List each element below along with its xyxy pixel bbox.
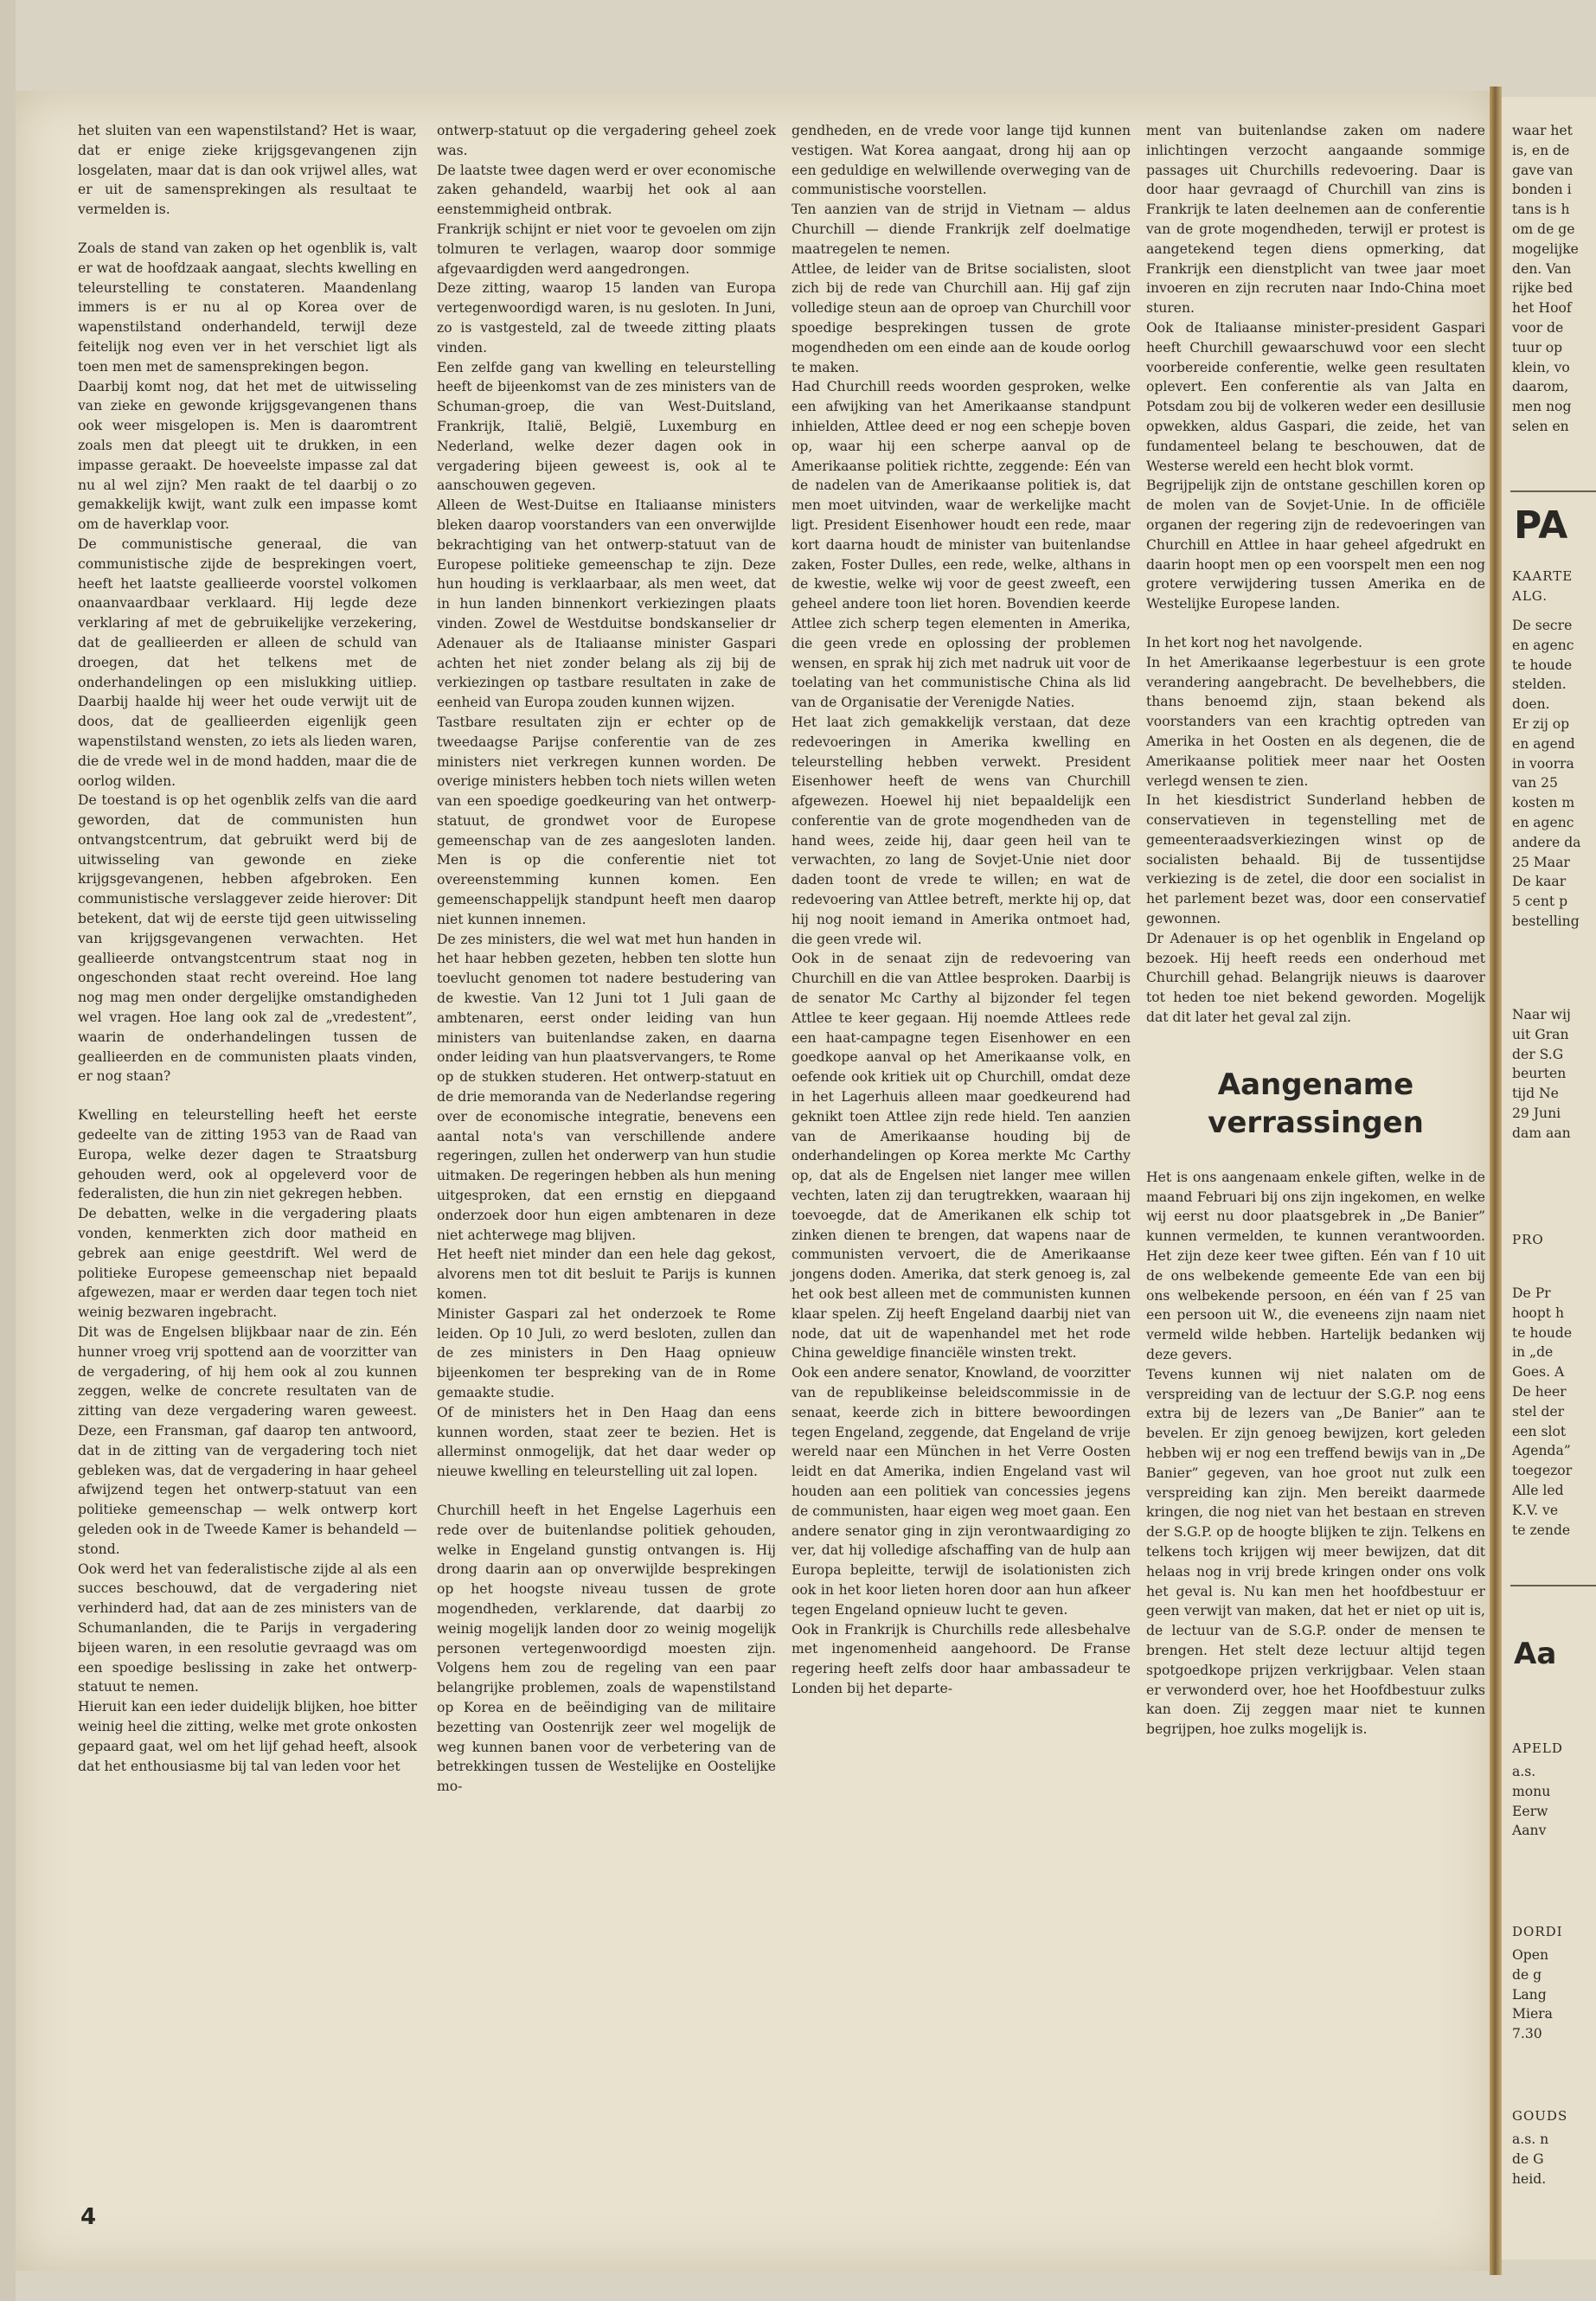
fragment-line: om de ge (1512, 221, 1575, 237)
fragment-line: kosten m (1512, 795, 1575, 811)
fragment-line: te houde (1512, 1324, 1573, 1341)
fragment-line: stel der (1512, 1403, 1565, 1420)
fragment-line: en agend (1512, 735, 1575, 752)
article-column-4 (1146, 121, 1485, 1740)
page-number: 4 (80, 2204, 97, 2230)
fragment-line: stelden. (1512, 676, 1567, 693)
fragment-line: mogelijke (1512, 240, 1579, 257)
caps-fragment: DORDI (1512, 1924, 1563, 1939)
paragraph: Ook werd het van federalistische zijde al als een succes beschouwd, dat de vergadering niet verhinderd had, dat aan de zes ministers van de Schumanlanden, die te Parijs in vergadering bijeen waren, in een resolutie gevraagd was om een spoedige beslissing in zake het ontwerp-statuut te nemen. (78, 1561, 417, 1695)
paragraph: Het heeft niet minder dan een hele dag gekost, alvorens men tot dit besluit te Parijs is kunnen komen. (437, 1247, 776, 1303)
paragraph: Had Churchill reeds woorden gesproken, welke een afwijking van het Amerikaanse standpunt inhielden, Attlee deed er nog een schepje boven op, waar hij een scherpe aanval op de Amerikaanse politiek richtte, zeggende: Eén van de nadelen van de Amerikaanse politiek is, dat men moet uitvinden, waar de werkelijke macht ligt. President Eisenhower houdt een rede, maar kort daarna houdt de minister van buitenlandse zaken, Foster Dulles, een rede, welke, althans in de kwestie, welke wij voor de geest zweeft, een geheel andere toon liet horen. Bovendien keerde Attlee zich scherp tegen elementen in Amerika, die geen vrede en oplossing der problemen wensen, en sprak hij zich met nadruk uit voor de toelating van het communistische China als lid van de Organisatie der Verenigde Naties. (792, 379, 1131, 711)
fragment-line: Goes. A (1512, 1364, 1565, 1381)
fragment-line: de G (1512, 2150, 1544, 2167)
fragment-line: den. Van (1512, 260, 1572, 277)
paragraph: het sluiten van een wapenstilstand? Het is waar, dat er enige zieke krijgsgevangenen zijn losgelaten, maar dat is dan ook vrijwel alles, wat er uit de samensprekingen als resultaat te vermelden is. (78, 123, 417, 218)
fragment-line: tijd Ne (1512, 1086, 1559, 1102)
paragraph: Ten aanzien van de strijd in Vietnam — aldus Churchill — diende Frankrijk zelf doelmatige maatregelen te nemen. (792, 202, 1131, 257)
fragment-line: De heer (1512, 1384, 1567, 1400)
caps-fragment: GOUDS (1512, 2108, 1568, 2124)
page-fold-gutter (1490, 87, 1502, 2275)
paragraph: Frankrijk schijnt er niet voor te gevoelen om zijn tolmuren te verlagen, waarop door sommige afgevaardigden werd aangedrongen. (437, 221, 776, 277)
fragment-line: beurten (1512, 1066, 1567, 1082)
scan-margin (0, 0, 16, 2301)
fragment-line: bonden i (1512, 182, 1572, 198)
fragment-line: Er zij op (1512, 716, 1570, 732)
paragraph: In het kiesdistrict Sunderland hebben de conservatieven in tegenstelling met de gemeenteraadsverkiezingen winst op de socialisten behaald. Bij de tussentijdse verkiezing is de zetel, die door een socialist in het parlement bezet was, door een conservatief gewonnen. (1146, 792, 1485, 927)
fragment-line: klein, vo (1512, 359, 1570, 375)
fragment-line: uit Gran (1512, 1026, 1569, 1042)
fragment-line: van 25 (1512, 775, 1558, 792)
fragment-line: Aanv (1512, 1823, 1547, 1839)
paragraph: Alleen de West-Duitse en Italiaanse ministers bleken daarop voorstanders van een onverwijlde bekrachtiging van het ontwerp-statuut van de Europese politieke gemeenschap te zijn. Deze hun houding is verklaarbaar, als men weet, dat in hun landen binnenkort verkiezingen plaats vinden. Zowel de Westduitse bondskanselier dr Adenauer als de Italiaanse minister Gaspari achten het niet zonder belang als zij bij de verkiezingen op tastbare resultaten in zake de eenheid van Europa zouden kunnen wijzen. (437, 497, 776, 711)
fragment-line: dam aan (1512, 1125, 1571, 1141)
fragment-line: 5 cent p (1512, 894, 1568, 910)
fragment-line: a.s. n (1512, 2131, 1549, 2147)
paragraph: Kwelling en teleurstelling heeft het eerste gedeelte van de zitting 1953 van de Raad van Europa, welke dezer dagen te Straatsburg gehouden werd, ook al opgeleverd voor de federalisten, die hun zin niet gekregen hebben. (78, 1107, 417, 1202)
fragment-line: de g (1512, 1966, 1542, 1983)
heading-fragment-aa: Aa (1514, 1637, 1557, 1671)
paragraph: Ook in de senaat zijn de redevoering van Churchill en die van Attlee besproken. Daarbij is de senator Mc Carthy al bijzonder fel tegen Attlee te keer gegaan. Hij noemde Attlees rede een haat-campagne tegen Eisenhower en een goedkope aanval op het Amerikaanse volk, en oefende ook kritiek uit op Churchill, omdat deze in het Lagerhuis alleen maar goedkeurend had geknikt toen Attlee zijn rede hield. Ten aanzien van de Amerikaanse houding bij de onderhandelingen op Korea merkte Mc Carthy op, dat als de Engelsen niet langer mee willen vechten, laten zij dan terugtrekken, waaraan hij toevoegde, dat de Amerikanen elk schip tot zinken dienen te brengen, dat wapens naar de communisten vervoert, die de Amerikaanse jongens doden. Amerika, dat sterk genoeg is, zal het ook best alleen met de communisten kunnen klaar spelen. Zij heeft Engeland daarbij niet van node, dat uit de wapenhandel met het rode China geweldige financiële winsten trekt. (792, 951, 1131, 1362)
fragment-line: het Hoof (1512, 300, 1572, 317)
heading-fragment-pa: PA (1514, 503, 1568, 548)
fragment-line: De Pr (1512, 1285, 1551, 1301)
fragment-line: waar het (1512, 123, 1573, 138)
fragment-line: selen en (1512, 419, 1569, 434)
fragment-line: doen. (1512, 696, 1550, 713)
fragment-line: Open (1512, 1947, 1549, 1963)
fragment-line: en agenc (1512, 637, 1574, 653)
caps-fragment: APELD (1512, 1740, 1563, 1756)
fragment-line: 29 Juni (1512, 1106, 1561, 1121)
fragment-line: te houde (1512, 657, 1573, 673)
fragment-line: rijke bed (1512, 280, 1574, 297)
fragment-line: te zende (1512, 1522, 1571, 1538)
paragraph: Ook in Frankrijk is Churchills rede allesbehalve met ingenomenheid aangehoord. De Franse regering heeft zelfs door haar ambassadeur te Londen bij het departe- (792, 1621, 1131, 1696)
paragraph: Deze zitting, waarop 15 landen van Europa vertegenwoordigd waren, is nu gesloten. In Juni, zo is vastgesteld, zal de tweede zitting plaats vinden. (437, 280, 776, 356)
fragment-line: monu (1512, 1783, 1551, 1799)
fragment-line: Eerw (1512, 1803, 1548, 1819)
fragment-line: tuur op (1512, 339, 1563, 356)
fragment-line: toegezor (1512, 1463, 1573, 1479)
fragment-line: tans is h (1512, 202, 1570, 218)
fragment-line: Alle led (1512, 1483, 1564, 1498)
fragment-line: heid. (1512, 2170, 1547, 2187)
fragment-line: Lang (1512, 1986, 1547, 2003)
paragraph: Minister Gaspari zal het onderzoek te Rome leiden. Op 10 Juli, zo werd besloten, zullen dan de zes ministers in Den Haag opnieuw bijeenkomen ter bespreking van de in Rome gemaakte studie. (437, 1305, 776, 1400)
fragment-line: daarom, (1512, 379, 1569, 395)
fragment-line: Naar wij (1512, 1007, 1571, 1022)
paragraph: Dit was de Engelsen blijkbaar naar de zin. Eén hunner vroeg vrij spottend aan de voorzitter van de vergadering, of hij hem ook al zou kunnen zeggen, welke de concrete resultaten van de zitting van deze vergadering waren geweest. Deze, een Fransman, gaf daarop ten antwoord, dat in de zitting van de vergadering toch niet gebleken was, dat de vergadering in haar geheel afwijzend tegen het ontwerp-statuut van een politieke gemeenschap — welk ontwerp kort geleden ook in de Tweede Kamer is behandeld — stond. (78, 1324, 417, 1557)
fragment-line: Agenda” (1512, 1443, 1571, 1459)
fragment-line: a.s. (1512, 1764, 1536, 1779)
paragraph: De communistische generaal, die van communistische zijde de besprekingen voert, heeft het laatste geallieerde voorstel volkomen onaanvaardbaar verklaard. Hij legde deze verklaring af met de gebruikelijke verzekering, dat de geallieerden er alleen de schuld van droegen, dat het telkens met de onderhandelingen op een mislukking uitliep. Daarbij haalde hij weer het oude verwijt uit de doos, dat de geallieerden eigenlijk geen wapenstilstand wensten, zo iets als lieden waren, die de vrede wel in de mond hadden, maar die de oorlog wilden. (78, 535, 417, 789)
paragraph: De debatten, welke in die vergadering plaats vonden, kenmerkten zich door matheid en gebrek aan enige geestdrift. Wel werd de politieke Europese gemeenschap niet bepaald afgewezen, maar er werden daar tegen toch niet weinig bezwaren ingebracht. (78, 1206, 417, 1321)
fragment-line: gave van (1512, 162, 1574, 178)
paragraph: Dr Adenauer is op het ogenblik in Engeland op bezoek. Hij heeft reeds een onderhoud met Churchill gehad. Belangrijk nieuws is daarover tot heden toe niet bekend geworden. Mogelijk dat dit later het geval zal zijn. (1146, 930, 1485, 1026)
fragment-line: K.V. ve (1512, 1502, 1559, 1518)
fragment-line: 25 Maar (1512, 854, 1570, 870)
fragment-line: in voorra (1512, 755, 1574, 772)
fragment-line: voor de (1512, 320, 1564, 336)
fragment-line: is, en de (1512, 142, 1570, 158)
paragraph: Een zelfde gang van kwelling en teleurstelling heeft de bijeenkomst van de zes ministers van de Schuman-groep, die van West-Duitsland, Frankrijk, Italië, België, Luxemburg en Nederland, welke dezer dagen ook in vergadering bijeen geweest is, ook al te aanschouwen gegeven. (437, 359, 776, 494)
article-column-2 (437, 121, 776, 1797)
paragraph: De zes ministers, die wel wat met hun handen in het haar hebben gezeten, hebben ten slotte hun toevlucht genomen tot nadere bestudering van de kwestie. Van 12 Juni tot 1 Juli gaan de ambtenaren, eerst onder leiding van hun ministers van buitenlandse zaken, en daarna onder leiding van hun plaatsvervangers, te Rome op de stukken studeren. Het ontwerp-statuut en de drie memoranda van de Nederlandse regering over de economische integratie, benevens een aantal nota's van verschillende andere regeringen, zullen het onderwerp van hun studie uitmaken. De regeringen hebben als hun mening uitgesproken, dat een ernstig en diepgaand onderzoek door hun eigen ambtenaren in deze niet achterwege mag blijven. (437, 931, 776, 1243)
article-column-1 (78, 121, 417, 1776)
fragment-line: men nog (1512, 399, 1572, 415)
paragraph: Churchill heeft in het Engelse Lagerhuis een rede over de buitenlandse politiek gehouden, welke in Engeland gunstig ontvangen is. Hij drong daarin aan op onverwijlde besprekingen op het hoogste niveau tussen de grote mogendheden, verklarende, dat daarbij zo weinig mogelijk landen door zo weinig mogelijk personen vertegenwoordigd moesten zijn. Volgens hem zou de regeling van een paar belangrijke problemen, zoals de wapenstilstand op Korea en de beëindiging van de militaire bezetting van Oostenrijk zeer wel mogelijk de weg kunnen banen voor de verbetering van de betrekkingen tussen de Westelijke en Oostelijke mo- (437, 1502, 776, 1795)
paragraph: Tevens kunnen wij niet nalaten om de verspreiding van de lectuur der S.G.P. nog eens extra bij de lezers van „De Banier” aan te bevelen. Er zijn genoeg bewijzen, kort geleden hebben wij er nog een treffend bewijs van in „De Banier” gegeven, van hoe groot nut zulk een verspreiding kan zijn. Men bereikt daarmede kringen, die nog niet van het bestaan en streven der S.G.P. op de hoogte blijken te zijn. Telkens en telkens toch krijgen wij meer bewijzen, dat dit helaas nog in vrij brede kringen onder ons volk het geval is. Nu kan men het hoofdbestuur er geen verwijt van maken, dat het er niet op uit is, de lectuur van de S.G.P. onder de mensen te brengen. Het stelt deze lectuur altijd tegen spotgoedkope prijzen verkrijgbaar. Velen staan er verwonderd over, hoe het Hoofdbestuur zulks kan doen. Zij zeggen maar niet te kunnen begrijpen, hoe zulks mogelijk is. (1146, 1366, 1485, 1738)
adjacent-page-fragment (1502, 97, 1596, 2259)
paragraph: gendheden, en de vrede voor lange tijd kunnen vestigen. Wat Korea aangaat, drong hij aan op een geduldige en welwillende overweging van de communistische voorstellen. (792, 123, 1131, 198)
article-column-3 (792, 121, 1131, 1699)
paragraph: ment van buitenlandse zaken om nadere inlichtingen verzocht aangaande sommige passages uit Churchills redevoering. Daar is door haar gevraagd of Churchill van zins is Frankrijk te laten deelnemen aan de conferentie van de grote mogendheden, terwijl er protest is aangetekend tegen diens opmerking, dat Frankrijk een dienstplicht van twee jaar moet invoeren en zijn recruten naar Indo-China moet sturen. (1146, 123, 1485, 317)
fragment-line: en agenc (1512, 815, 1574, 830)
fragment-line: der S.G (1512, 1046, 1564, 1062)
caps-fragment: ALG. (1512, 588, 1548, 604)
paragraph: Daarbij komt nog, dat het met de uitwisseling van zieke en gewonde krijgsgevangenen thans ook weer misgelopen is. Men is daaromtrent zoals men dat pleegt uit te drukken, in een impasse geraakt. De hoeveelste impasse zal dat nu al wel zijn? Men raakt de tel daarbij o zo gemakkelijk kwijt, want zulk een impasse komt om de haverklap voor. (78, 378, 417, 533)
fragment-line: Miera (1512, 2006, 1553, 2022)
fragment-line: De kaar (1512, 874, 1567, 890)
divider-rule (1510, 490, 1596, 492)
fragment-line: bestelling (1512, 913, 1580, 929)
fragment-line: in „de (1512, 1344, 1554, 1361)
fragment-line: 7.30 (1512, 2026, 1542, 2042)
paragraph: Hieruit kan een ieder duidelijk blijken, hoe bitter weinig heel die zitting, welke met grote onkosten gepaard gaat, wel om het lijf gehad heeft, alsook dat het enthousiasme bij tal van leden voor het (78, 1699, 417, 1774)
paragraph: Zoals de stand van zaken op het ogenblik is, valt er wat de hoofdzaak aangaat, slechts kwelling en teleurstelling te constateren. Maandenlang immers is er nu al op Korea over de wapenstilstand onderhandeld, terwijl deze feitelijk nog even ver in het verschiet ligt als toen men met de samensprekingen begon. (78, 240, 417, 375)
caps-fragment: KAARTE (1512, 568, 1574, 584)
divider-rule (1510, 1585, 1596, 1586)
paragraph: Begrijpelijk zijn de ontstane geschillen koren op de molen van de Sovjet-Unie. In de officiële organen der regering zijn de redevoeringen van Churchill en Attlee in haar geheel afgedrukt en daarin hoopt men op een voorspelt men een nog grotere verwijdering tussen Amerika en de Westelijke Europese landen. (1146, 478, 1485, 612)
fragment-line: andere da (1512, 834, 1581, 850)
paragraph: Ook een andere senator, Knowland, de voorzitter van de republikeinse beleidscommissie in de senaat, keerde zich in bittere bewoordingen tegen Engeland, zeggende, dat Engeland de vrije wereld naar een München in het Verre Oosten leidt en dat Amerika, indien Engeland vast wil houden aan een politiek van concessies jegens de communisten, haar eigen weg moet gaan. Een andere senator ging in zijn verontwaardiging zo ver, dat hij volledige afschaffing van de hulp aan Europa bepleitte, terwijl de isolationisten zich ook in het koor lieten horen door aan hun afkeer tegen Engeland opnieuw lucht te geven. (792, 1365, 1131, 1618)
paragraph: De laatste twee dagen werd er over economische zaken gehandeld, waarbij het ook al aan eenstemmigheid ontbrak. (437, 162, 776, 218)
paragraph: Het laat zich gemakkelijk verstaan, dat deze redevoeringen in Amerika kwelling en teleurstelling hebben verwekt. President Eisenhower heeft de wens van Churchill afgewezen. Hoewel hij niet bepaaldelijk een conferentie van de grote mogendheden van de hand wees, zeide hij, daar geen heil van te verwachten, zo lang de Sovjet-Unie niet door daden toont de vrede te willen; en wat de redevoering van Attlee betreft, merkte hij op, dat hij nog nooit iemand in Amerika ontmoet had, die geen vrede wil. (792, 714, 1131, 947)
paragraph: Het is ons aangenaam enkele giften, welke in de maand Februari bij ons zijn ingekomen, en welke wij eerst nu door plaatsgebrek in „De Banier” kunnen vermelden, te kunnen verantwoorden. Het zijn deze keer twee giften. Eén van f 10 uit de ons welbekende gemeente Ede van een bij ons welbekende persoon, en één van f 25 van een persoon uit W., die eveneens zijn naam niet vermeld wilde hebben. Hartelijk bedanken wij deze gevers. (1146, 1169, 1485, 1363)
fragment-line: De secre (1512, 618, 1573, 633)
paragraph: Attlee, de leider van de Britse socialisten, sloot zich bij de rede van Churchill aan. Hij gaf zijn volledige steun aan de oproep van Churchill voor spoedige besprekingen tussen de grote mogendheden om een einde aan de koude oorlog te maken. (792, 260, 1131, 375)
paragraph: Ook de Italiaanse minister-president Gaspari heeft Churchill gewaarschuwd voor een slecht voorbereide conferentie, welke geen resultaten oplevert. Een conferentie als van Jalta en Potsdam zou bij de volkeren weder een desillusie opwekken, aldus Gaspari, die zeide, het van fundamenteel belang te beschouwen, dat de Westerse wereld een hecht blok vormt. (1146, 319, 1485, 474)
fragment-line: hoopt h (1512, 1304, 1565, 1321)
paragraph: In het Amerikaanse legerbestuur is een grote verandering aangebracht. De bevelhebbers, die thans benoemd zijn, staan bekend als voorstanders van een krachtig optreden van Amerika in het Oosten en als degenen, die de Amerikaanse politiek meer naar het Oosten verlegd wensen te zien. (1146, 654, 1485, 789)
fragment-line: een slot (1512, 1423, 1567, 1439)
paragraph: Tastbare resultaten zijn er echter op de tweedaagse Parijse conferentie van de zes ministers niet verkregen kunnen worden. De overige ministers hebben toch niets willen weten van een spoedige goedkeuring van het ontwerp-statuut, de grondwet voor de Europese gemeenschap van de zes aangesloten landen. Men is op die conferentie niet tot overeenstemming kunnen komen. Een gemeenschappelijk standpunt heeft men daarop niet kunnen innemen. (437, 714, 776, 927)
paragraph: In het kort nog het navolgende. (1146, 634, 1362, 651)
caps-fragment-pro: PRO (1512, 1232, 1544, 1247)
paragraph: De toestand is op het ogenblik zelfs van die aard geworden, dat de communisten hun ontvangstcentrum, dat gebruikt werd bij de uitwisseling van gewonde en zieke krijgsgevangenen, hebben afgebroken. Een communistische verslaggever zeide hierover: Dit betekent, dat wij de eerste tijd geen uitwisseling van krijgsgevangenen verwachten. Het geallieerde ontvangstcentrum staat nog in ongeschonden staat recht overeind. Hoe lang nog mag men onder dergelijke omstandigheden wel vragen. Hoe lang ook zal de „vredestent”, waarin de onderhandelingen tussen de geallieerden en de communisten plaats vinden, er nog staan? (78, 792, 417, 1085)
paragraph: Of de ministers het in Den Haag dan eens kunnen worden, staat zeer te bezien. Het is allerminst onmogelijk, dat het daar weder op nieuwe kwelling en teleurstelling uit zal lopen. (437, 1404, 776, 1480)
headline-aangename-verrassingen: Aangename verrassingen (1208, 1067, 1424, 1140)
paragraph: ontwerp-statuut op die vergadering geheel zoek was. (437, 123, 776, 158)
